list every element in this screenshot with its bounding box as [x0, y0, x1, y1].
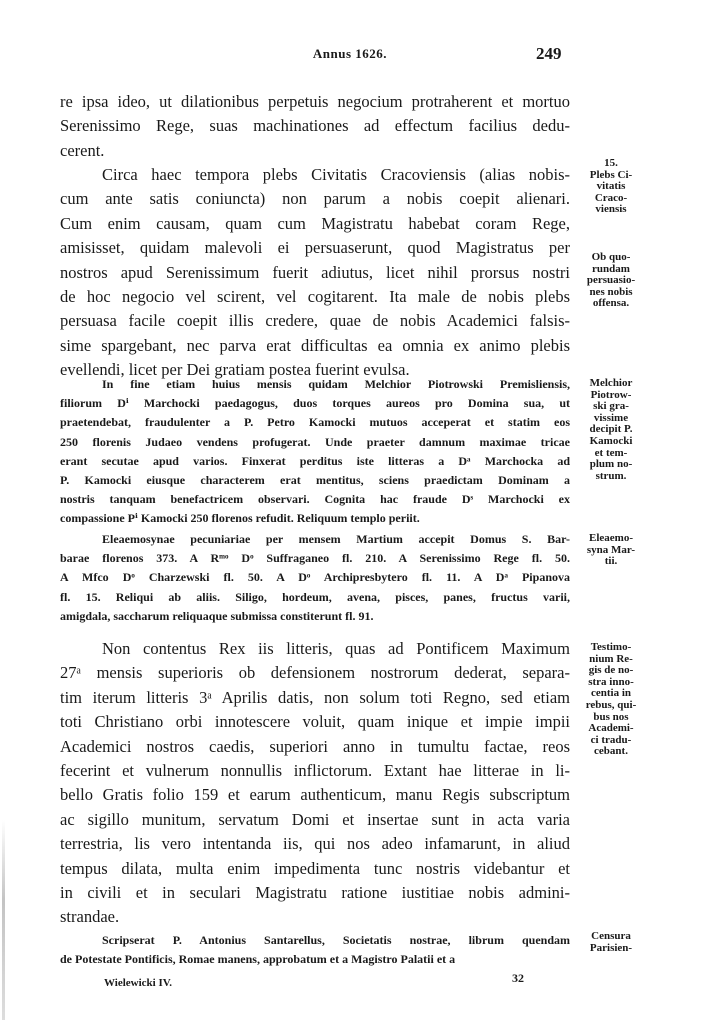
margin-note [578, 642, 644, 758]
paragraph [60, 637, 570, 930]
paragraph [60, 530, 570, 626]
text-line: praetendebat, fraudulenter a P. Petro Kamocki mutuos acceperat et statim eos [60, 415, 570, 430]
margin-note [578, 931, 644, 954]
text-line: erant secutae apud varios. Finxerat perditus iste litteras a Dᵃ Marchocka ad [60, 453, 570, 468]
text-line: sime spargebant, nec parva erat difficultas ea omnia ex animo plebis [60, 335, 570, 355]
text-line: in civili et in seculari Magistratu ratione iustitiae nobis admini- [60, 883, 570, 903]
margin-note-line: nium Re- [589, 652, 633, 665]
margin-note-line: Censura [591, 930, 631, 942]
margin-note-line: viensis [595, 203, 627, 216]
text-line: Serenissimo Rege, suas machinationes ad effectum facilius dedu- [60, 116, 570, 136]
margin-note [578, 158, 644, 216]
margin-note-line: cebant. [594, 745, 628, 758]
margin-note-line: offensa. [592, 297, 630, 310]
footer-sheet-number: 32 [512, 971, 524, 985]
margin-note-line: Testimo- [590, 641, 632, 653]
text-line: Cum enim causam, quam cum Magistratu habebat coram Rege, [60, 213, 570, 233]
margin-note [578, 533, 644, 568]
text-line: 27ᵃ mensis superioris ob defensionem nostrorum dederat, separa- [60, 663, 570, 683]
margin-note-line: et tem- [594, 446, 628, 459]
running-header-title: Annus 1626. [312, 46, 388, 61]
margin-note-line: ci tradu- [590, 733, 632, 746]
paragraph [60, 90, 570, 163]
text-line: de Potestate Pontificis, Romae manens, approbatum et a Magistro Palatii et a [60, 952, 456, 967]
margin-note-line: stra inno- [588, 675, 634, 688]
margin-note-line: syna Mar- [586, 543, 636, 556]
text-line: nostris tanquam benefactricem observari. Cognita hac fraude Dˢ Marchocki ex [60, 492, 570, 507]
margin-note-line: 15. [604, 157, 618, 169]
text-line: amigdala, saccharum reliquaque submissa constiterunt fl. 91. [60, 608, 374, 623]
margin-note-line: decipit P. [589, 423, 633, 436]
margin-note-line: plum no- [589, 458, 633, 471]
margin-note-line: Craco- [594, 191, 628, 204]
text-line: Circa haec tempora plebs Civitatis Cracoviensis (alias nobis- [102, 165, 570, 184]
text-line: P. Kamocki eiusque characterem erat mentitus, sciens praedictam Dominam a [60, 473, 570, 488]
margin-note-line: rebus, qui- [585, 698, 637, 711]
margin-note-line: rundam [592, 262, 630, 275]
margin-note-line: Plebs Ci- [589, 168, 633, 181]
text-line: cerent. [60, 140, 105, 160]
text-line: amisisset, quidam malevoli ei persuaserunt, quod Magistratus per [60, 238, 570, 258]
margin-note-line: Piotrow- [590, 388, 632, 401]
text-line: tim iterum litteris 3ᵃ Aprilis datis, non solum toti Regno, sed etiam [60, 687, 570, 707]
text-line: barae florenos 373. A Rᵐᵒ Dᵒ Suffraganeo fl. 210. A Serenissimo Rege fl. 50. [60, 551, 570, 566]
margin-note-line: gis de no- [588, 664, 634, 677]
text-line: de hoc negocio vel scirent, vel cogitarent. Ita male de nobis plebs [60, 287, 570, 307]
text-line: Scripserat P. Antonius Santarellus, Societatis nostrae, librum quendam [102, 933, 570, 947]
margin-note-line: centia in [590, 687, 632, 700]
margin-note-line: Parisien- [589, 941, 633, 954]
margin-note-line: bus nos [593, 710, 629, 723]
text-line: toti Christiano orbi innotescere voluit, quam inique et impie impii [60, 712, 570, 732]
margin-note-line: tii. [604, 555, 618, 568]
text-line: Academici nostros caedis, superiori anno in tumultu factae, reos [60, 736, 570, 756]
margin-note [578, 378, 644, 482]
footer-signature: Wielewicki IV. [104, 977, 173, 989]
margin-note [578, 252, 644, 310]
margin-note-line: vissime [593, 411, 629, 424]
page-number: 249 [536, 44, 562, 63]
text-line: strandae. [60, 907, 120, 927]
margin-note-line: Academi- [588, 722, 634, 735]
text-line: Eleaemosynae pecuniariae per mensem Martium accepit Domus S. Bar- [102, 532, 570, 546]
margin-note-line: vitatis [596, 180, 626, 193]
text-line: re ipsa ideo, ut dilationibus perpetuis negocium protraherent et mortuo [60, 92, 570, 111]
scan-edge-shadow [2, 820, 5, 1020]
text-line: filiorum Dⁱ Marchocki paedagogus, duos torques aureos pro Domina sua, ut [60, 396, 570, 411]
text-line: evellendi, licet per Dei gratiam postea fuerint evulsa. [60, 360, 410, 380]
margin-note-line: persuasio- [586, 274, 636, 287]
text-line: A Mfco Dᵒ Charzewski fl. 50. A Dᵒ Archipresbytero fl. 11. A Dᵃ Pipanova [60, 570, 570, 585]
text-line: fecerint et vulnerum nonnullis inflictorum. Extant hae litterae in li- [60, 761, 570, 781]
margin-note-line: Melchior [589, 377, 633, 389]
text-line: fl. 15. Reliqui ab aliis. Siligo, hordeum, avena, pisces, panes, fructus varii, [60, 589, 570, 604]
text-line: nostros apud Serenissimum fuerit adiutus, licet nihil prorsus nostri [60, 262, 570, 282]
text-line: ac sigillo munitum, servatum Domi et insertae sunt in acta varia [60, 809, 570, 829]
margin-note-line: Kamocki [589, 434, 633, 447]
text-line: persuasa facile coepit illis credere, quae de nobis Academici falsis- [60, 311, 570, 331]
text-line: compassione Pⁱ Kamocki 250 florenos refudit. Reliquum templo periit. [60, 511, 420, 526]
paragraph [60, 163, 570, 383]
text-line: 250 florenis Judaeo vendens profugerat. Unde praeter damnum maximae tricae [60, 434, 570, 449]
margin-note-line: Ob quo- [591, 251, 631, 263]
margin-note-line: strum. [595, 469, 627, 482]
text-line: In fine etiam huius mensis quidam Melchior Piotrowski Premisliensis, [102, 377, 570, 391]
margin-note-line: ski gra- [593, 400, 629, 413]
text-line: tempus dilata, multa enim impedimenta tunc nostris videbantur et [60, 858, 570, 878]
text-line: bello Gratis folio 159 et earum authenticum, manu Regis subscriptum [60, 785, 570, 805]
paragraph [60, 375, 570, 529]
text-line: terrestria, lis vero intentanda iis, qui nos adeo infamarunt, in aliud [60, 834, 570, 854]
text-line: Non contentus Rex iis litteris, quas ad Pontificem Maximum [102, 639, 570, 658]
margin-note-line: Eleaemo- [589, 532, 633, 544]
paragraph [60, 931, 570, 969]
margin-note-line: nes nobis [589, 285, 633, 298]
text-line: cum ante satis coniuncta) non parum a nobis coepit alienari. [60, 189, 570, 209]
